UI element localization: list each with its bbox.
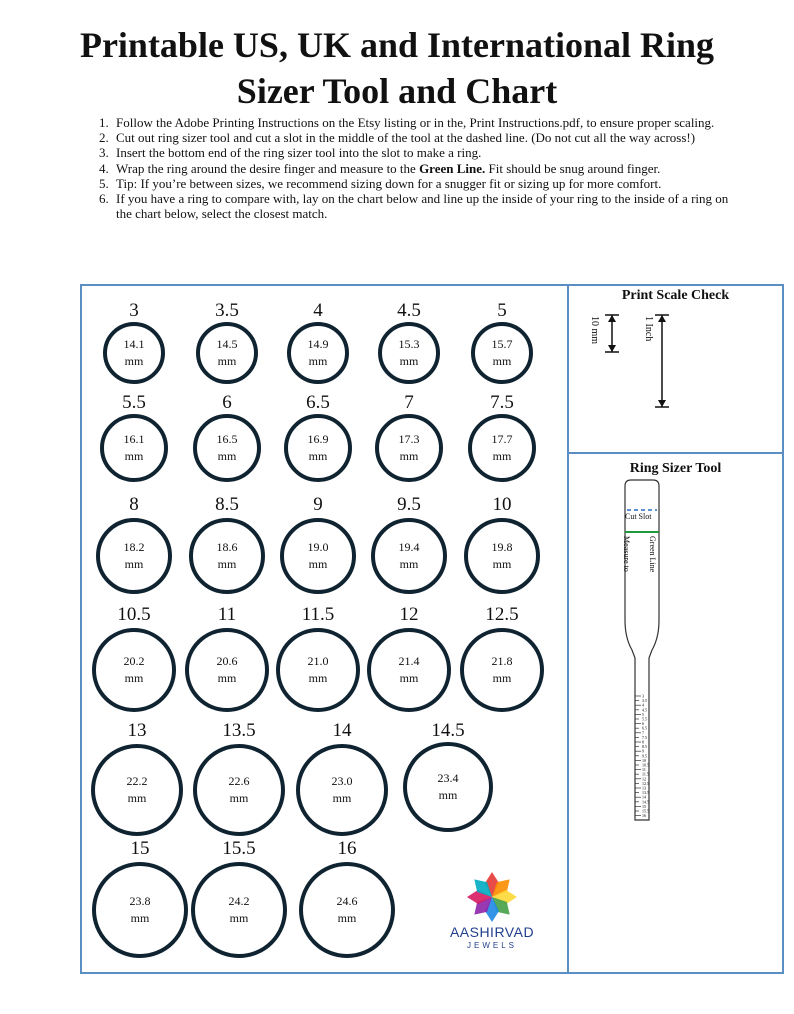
print-scale-check-title: Print Scale Check: [621, 288, 730, 303]
ring-diameter-value: 16.9: [307, 432, 329, 446]
ring-size-label: 3.5: [215, 300, 239, 321]
ring-circle: [196, 322, 258, 384]
ring-size-label: 15.5: [222, 838, 256, 859]
instruction-item: 2. Cut out ring sizer tool and cut a slot in the middle of the tool at the dashed line. (Do not cut all the way across!): [112, 130, 732, 145]
ring-size-label: 11.5: [301, 604, 335, 625]
scale-tick-label: 8.5: [642, 744, 647, 750]
ring-size-14: [282, 720, 402, 836]
ring-size-5: [442, 300, 562, 384]
ring-diameter-unit: mm: [308, 354, 328, 368]
ring-diameter-value: 14.5: [216, 337, 238, 351]
ring-diameter-unit: mm: [308, 557, 328, 571]
scale-tick-label: 4.5: [642, 707, 647, 713]
arrow-up-icon: [658, 315, 666, 322]
ring-circle: [100, 414, 168, 482]
ring-diameter-value: 16.1: [123, 432, 145, 446]
ring-diameter-value: 23.0: [331, 774, 353, 788]
ring-circle: [403, 742, 493, 832]
ring-diameter-value: 19.4: [398, 540, 420, 554]
ring-size-14-5: [388, 720, 508, 832]
ring-diameter-unit: mm: [130, 911, 150, 925]
scale-tick-label: 15.5: [642, 808, 649, 814]
ring-size-label: 9: [313, 494, 323, 515]
scale-tick-label: 14.5: [642, 799, 649, 805]
ring-diameter-unit: mm: [399, 354, 419, 368]
instruction-text: Fit should be snug around finger.: [485, 160, 661, 176]
ring-diameter-unit: mm: [492, 354, 512, 368]
page-title-line1: Printable US, UK and International Ring: [79, 25, 715, 65]
ring-size-label: 14: [332, 720, 352, 741]
panel-divider: [567, 452, 784, 454]
ring-diameter-unit: mm: [127, 791, 147, 805]
ring-diameter-value: 21.0: [307, 654, 329, 668]
ring-diameter-unit: mm: [492, 671, 512, 685]
ring-diameter-value: 22.6: [228, 774, 250, 788]
ring-diameter-value: 16.5: [216, 432, 238, 446]
ring-diameter-unit: mm: [217, 449, 237, 463]
ring-diameter-value: 19.8: [491, 540, 513, 554]
ring-diameter-value: 19.0: [307, 540, 329, 554]
ring-circle: [193, 744, 285, 836]
scale-tick-label: 6: [642, 721, 644, 727]
scale-tick-label: 4: [642, 702, 644, 708]
ring-size-label: 14.5: [431, 720, 465, 741]
ring-circle: [471, 322, 533, 384]
ring-circle: [92, 628, 176, 712]
logo-subtitle: JEWELS: [466, 941, 517, 950]
ring-size-10: [442, 494, 562, 594]
scale-tick-label: 9: [642, 748, 644, 754]
ring-circle: [284, 414, 352, 482]
ring-circle: [460, 628, 544, 712]
ring-size-label: 12: [399, 604, 419, 625]
instructions-list: [72, 115, 732, 221]
ring-diameter-unit: mm: [332, 791, 352, 805]
scale-tick-label: 11: [642, 767, 646, 773]
ring-circle: [92, 862, 188, 958]
measure-to-label: Measure to: [622, 536, 631, 572]
ring-circle: [189, 518, 265, 594]
ring-diameter-value: 15.3: [398, 337, 420, 351]
ring-size-label: 9.5: [397, 494, 421, 515]
ring-size-label: 6.5: [306, 392, 330, 413]
ring-diameter-value: 21.4: [398, 654, 420, 668]
arrow-up-icon: [608, 315, 616, 322]
ring-size-label: 7.5: [490, 392, 514, 413]
ring-diameter-unit: mm: [229, 911, 249, 925]
ring-diameter-unit: mm: [217, 557, 237, 571]
ring-size-13-5: [179, 720, 299, 836]
ring-size-label: 13.5: [222, 720, 256, 741]
arrow-down-icon: [608, 345, 616, 352]
scale-tick-label: 7: [642, 730, 644, 736]
ring-size-label: 5.5: [122, 392, 146, 413]
ring-size-label: 10: [492, 494, 512, 515]
ring-diameter-value: 24.2: [228, 894, 250, 908]
ring-diameter-value: 17.7: [491, 432, 513, 446]
ring-diameter-unit: mm: [124, 671, 144, 685]
ring-diameter-unit: mm: [217, 354, 237, 368]
ring-diameter-value: 21.8: [491, 654, 513, 668]
ring-diameter-unit: mm: [399, 449, 419, 463]
ring-circle: [191, 862, 287, 958]
scale-tick-label: 8: [642, 739, 644, 745]
scale-tick-label: 5: [642, 711, 644, 717]
ring-diameter-value: 18.2: [123, 540, 145, 554]
ring-diameter-value: 23.4: [437, 771, 459, 785]
scale-tick-label: 14: [642, 794, 646, 800]
ring-circle: [375, 414, 443, 482]
ring-diameter-unit: mm: [124, 449, 144, 463]
instruction-text: Wrap the ring around the desire finger and measure to the: [116, 160, 420, 176]
instruction-item: 1. Follow the Adobe Printing Instructions on the Etsy listing or in the, Print Instructions.pdf, to ensure proper scaling.: [112, 115, 732, 130]
scale-tick-label: 13: [642, 785, 646, 791]
ring-size-label: 10.5: [117, 604, 151, 625]
instruction-item: 5. Tip: If you’re between sizes, we recommend sizing down for a snugger fit or sizing up for more comfort.: [112, 176, 732, 191]
ring-size-label: 8.5: [215, 494, 239, 515]
ring-size-15-5: [179, 838, 299, 958]
ring-diameter-value: 17.3: [398, 432, 420, 446]
ring-circle: [367, 628, 451, 712]
ring-diameter-unit: mm: [124, 557, 144, 571]
scale-tick-label: 3: [642, 693, 644, 699]
ring-sizer-strip: [567, 470, 784, 970]
ring-size-label: 4: [313, 300, 323, 321]
ring-circle: [103, 322, 165, 384]
ring-diameter-value: 15.7: [491, 337, 513, 351]
instruction-item: 6. If you have a ring to compare with, lay on the chart below and line up the inside of your ring to the inside of a ring on the chart below, select the closest match.: [112, 191, 732, 221]
scale-tick-label: 13.5: [642, 790, 649, 796]
scale-tick-label: 5.5: [642, 716, 647, 722]
ring-circle: [378, 322, 440, 384]
ring-circle: [193, 414, 261, 482]
ring-diameter-unit: mm: [492, 449, 512, 463]
scale-tick-label: 12.5: [642, 780, 649, 786]
ring-circle: [280, 518, 356, 594]
cut-slot-label: Cut Slot: [625, 512, 652, 521]
logo-name: AASHIRVAD: [449, 924, 535, 940]
green-line-emphasis: Green Line.: [419, 160, 486, 176]
scale-tick-label: 6.5: [642, 725, 647, 731]
ring-size-label: 4.5: [397, 300, 421, 321]
scale-tick-label: 9.5: [642, 753, 647, 759]
ring-diameter-unit: mm: [308, 449, 328, 463]
ring-circle: [468, 414, 536, 482]
ring-size-label: 13: [127, 720, 147, 741]
arrow-down-icon: [658, 400, 666, 407]
scale-tick-label: 16: [642, 813, 646, 819]
ring-diameter-unit: mm: [124, 354, 144, 368]
ring-circle: [96, 518, 172, 594]
ring-size-label: 15: [130, 838, 150, 859]
ring-diameter-unit: mm: [229, 791, 249, 805]
ring-diameter-unit: mm: [438, 788, 458, 802]
ring-diameter-value: 20.6: [216, 654, 238, 668]
label-1inch: 1 Inch: [643, 316, 654, 342]
ring-size-16: [287, 838, 407, 958]
ring-size-label: 6: [222, 392, 232, 413]
scale-tick-label: 12: [642, 776, 646, 782]
ring-diameter-value: 14.9: [307, 337, 329, 351]
ring-size-label: 16: [337, 838, 357, 859]
ring-diameter-value: 23.8: [129, 894, 151, 908]
page-title: [0, 22, 794, 114]
ring-diameter-unit: mm: [399, 671, 419, 685]
ring-size-12-5: [442, 604, 562, 712]
green-line-label: Green Line: [648, 536, 657, 573]
label-10mm: 10 mm: [589, 316, 600, 345]
ring-circle: [276, 628, 360, 712]
ring-size-label: 7: [404, 392, 414, 413]
ring-circle: [464, 518, 540, 594]
instruction-item: [112, 161, 732, 176]
scale-tick-label: 15: [642, 803, 646, 809]
instruction-item: 3. Insert the bottom end of the ring sizer tool into the slot to make a ring.: [112, 145, 732, 160]
ring-size-7-5: [442, 392, 562, 482]
ring-size-label: 12.5: [485, 604, 519, 625]
ring-size-label: 5: [497, 300, 507, 321]
ring-diameter-unit: mm: [308, 671, 328, 685]
ring-diameter-unit: mm: [492, 557, 512, 571]
ring-diameter-value: 24.6: [336, 894, 358, 908]
ring-circle: [185, 628, 269, 712]
ring-size-label: 3: [129, 300, 139, 321]
ring-size-label: 8: [129, 494, 139, 515]
scale-tick-label: 7.5: [642, 734, 647, 740]
ring-circle: [91, 744, 183, 836]
aashirvad-logo-icon: [462, 870, 522, 924]
scale-tick-label: 10: [642, 757, 646, 763]
page-title-line2: Sizer Tool and Chart: [236, 71, 558, 111]
ring-diameter-unit: mm: [399, 557, 419, 571]
ring-diameter-unit: mm: [337, 911, 357, 925]
ring-size-label: 11: [217, 604, 237, 625]
ring-diameter-value: 20.2: [123, 654, 145, 668]
ring-sizer-tool-title: Ring Sizer Tool: [629, 461, 722, 476]
ring-diameter-value: 22.2: [126, 774, 148, 788]
ring-diameter-value: 14.1: [123, 337, 145, 351]
ring-circle: [296, 744, 388, 836]
ring-diameter-unit: mm: [217, 671, 237, 685]
ring-circle: [287, 322, 349, 384]
scale-tick-label: 10.5: [642, 762, 649, 768]
scale-tick-label: 11.5: [642, 771, 649, 777]
ring-circle: [299, 862, 395, 958]
ring-diameter-value: 18.6: [216, 540, 238, 554]
ring-circle: [371, 518, 447, 594]
scale-tick-label: 3.5: [642, 698, 647, 704]
